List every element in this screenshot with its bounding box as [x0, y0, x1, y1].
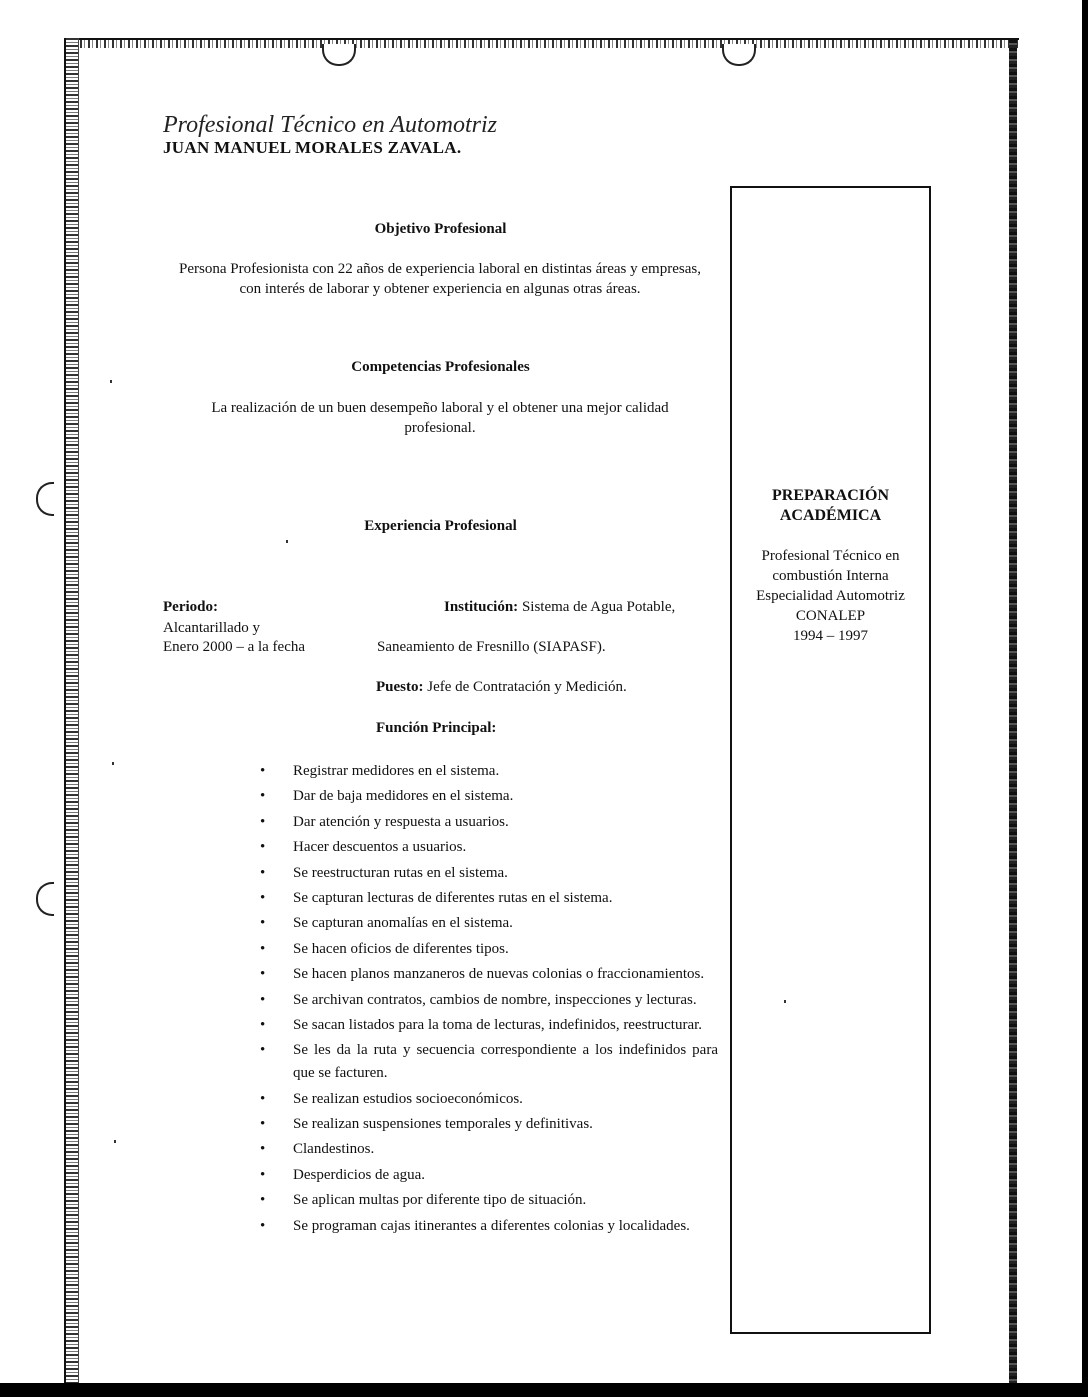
experiencia-heading: Experiencia Profesional: [364, 518, 517, 534]
sidebar-line: Especialidad Automotriz: [756, 588, 905, 604]
institucion-line: [444, 597, 675, 617]
list-item: • Se capturan anomalías en el sistema.: [255, 912, 718, 935]
funcion-heading: Función Principal:: [376, 720, 497, 736]
list-item: • Clandestinos.: [255, 1138, 718, 1161]
list-item: • Se archivan contratos, cambios de nombre, inspecciones y lecturas.: [255, 989, 718, 1012]
sidebar-line: 1994 – 1997: [793, 628, 868, 644]
list-item: • Desperdicios de agua.: [255, 1164, 718, 1187]
objetivo-heading: Objetivo Profesional: [374, 221, 507, 237]
periodo-value: Enero 2000 – a la fecha: [163, 639, 306, 655]
list-item: • Se realizan estudios socioeconómicos.: [255, 1088, 718, 1111]
sidebar-line: Profesional Técnico en: [761, 548, 900, 564]
scan-speck: [112, 762, 114, 765]
list-item: • Se realizan suspensiones temporales y definitivas.: [255, 1113, 718, 1136]
sidebar-line: CONALEP: [795, 608, 866, 624]
professional-title: Profesional Técnico en Automotriz: [163, 112, 497, 138]
scan-edge-right: [1009, 40, 1017, 1383]
list-item: • Hacer descuentos a usuarios.: [255, 836, 718, 859]
list-item: • Se aplican multas por diferente tipo de situación.: [255, 1189, 718, 1212]
sidebar-title-line: PREPARACIÓN: [771, 487, 890, 504]
sidebar-title-line: ACADÉMICA: [779, 507, 882, 524]
competencias-heading: Competencias Profesionales: [351, 359, 530, 375]
sidebar-body: [732, 546, 929, 646]
institucion-name: Saneamiento de Fresnillo (SIAPASF).: [377, 639, 606, 655]
candidate-name: JUAN MANUEL MORALES ZAVALA.: [163, 138, 462, 157]
list-item: • Se hacen oficios de diferentes tipos.: [255, 938, 718, 961]
periodo-label: Periodo:: [163, 599, 218, 615]
list-item: • Registrar medidores en el sistema.: [255, 760, 718, 783]
puesto-line: [376, 677, 627, 697]
list-item: • Se capturan lecturas de diferentes rutas en el sistema.: [255, 887, 718, 910]
list-item: • Se sacan listados para la toma de lecturas, indefinidos, reestructurar.: [255, 1014, 718, 1037]
puesto-value: Jefe de Contratación y Medición.: [427, 679, 627, 695]
scan-edge-top: [64, 38, 1019, 48]
list-item: • Se les da la ruta y secuencia correspondiente a los indefinidos para que se facturen.: [255, 1039, 718, 1085]
scan-speck: [110, 380, 112, 383]
institucion-label: Institución:: [444, 599, 519, 615]
competencias-text: La realización de un buen desempeño laboral y el obtener una mejor calidad profesional.: [211, 400, 669, 436]
scan-edge-left: [64, 38, 79, 1383]
objetivo-text: Persona Profesionista con 22 años de experiencia laboral en distintas áreas y empresas, con interés de laborar y obtener experiencia en algunas otras áreas.: [179, 261, 701, 297]
scan-speck: [286, 540, 288, 543]
scan-speck: [114, 1140, 116, 1143]
list-item: • Dar de baja medidores en el sistema.: [255, 785, 718, 808]
list-item: • Dar atención y respuesta a usuarios.: [255, 811, 718, 834]
funciones-list: [255, 760, 718, 1240]
list-item: • Se hacen planos manzaneros de nuevas colonias o fraccionamientos.: [255, 963, 718, 986]
puesto-label: Puesto:: [376, 679, 424, 695]
list-item: • Se programan cajas itinerantes a diferentes colonias y localidades.: [255, 1215, 718, 1238]
sidebar-title: [732, 486, 929, 526]
academic-sidebar: [730, 186, 931, 1334]
sidebar-line: combustión Interna: [772, 568, 889, 584]
list-item: • Se reestructuran rutas en el sistema.: [255, 862, 718, 885]
institucion-value: Sistema de Agua Potable,: [521, 599, 676, 615]
institucion-continuation: Alcantarillado y: [163, 620, 261, 636]
